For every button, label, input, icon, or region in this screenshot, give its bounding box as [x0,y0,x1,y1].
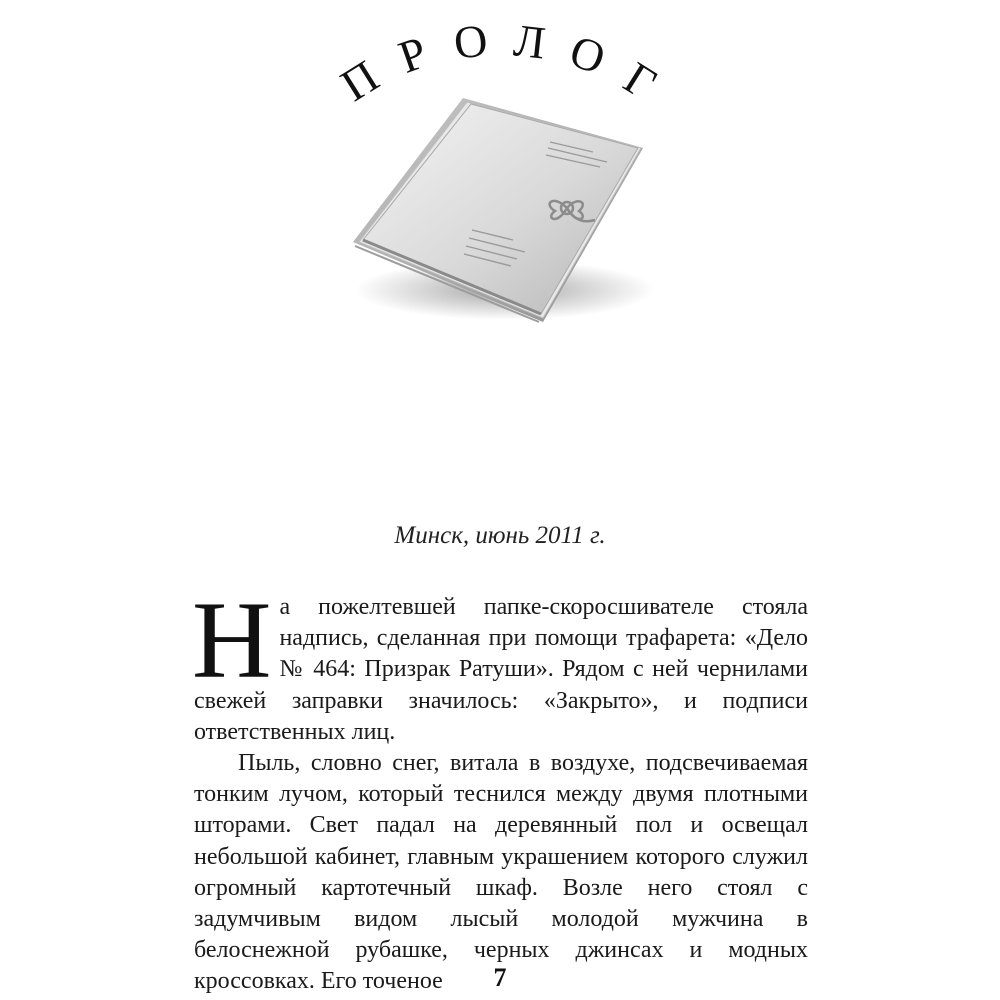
paragraph-first [192,579,808,748]
folder-icon [345,90,655,330]
body-text [192,579,808,998]
chapter-title-letter: Л [511,14,548,69]
page-number: 7 [493,963,507,992]
chapter-title [0,0,1000,111]
paragraph-second: Пыль, словно снег, витала в воздухе, подсвечиваемая тонким лучом, который теснился между двумя плотными шторами. Свет падал на деревянный пол и освещал небольшой кабинет, главным украшением которого служил огромный картотечный шкаф. Возле него стоял с задумчивым видом лысый молодой мужчина в белоснежной рубашке, черных джинсах и модных кроссовках. Его точеное [194,750,808,995]
chapter-title-letter: Г [615,51,666,109]
chapter-title-letter: О [563,25,612,85]
drop-cap: Н [192,579,272,701]
chapter-title-letter: Р [392,26,434,84]
chapter-title-letter: О [451,14,490,69]
folder-illustration [345,90,655,330]
paragraph-first-text: а пожелтевшей папке-скоросшивателе стояла надпись, сделанная при помощи трафарета: «Дело № 464: Призрак Ратуши». Рядом с ней чернилами свежей заправки значилось: «Закрыто», и подписи ответственных лиц. [194,594,808,745]
chapter-title-letter: П [332,49,388,111]
place-date: Минск, июнь 2011 г. [394,522,606,549]
